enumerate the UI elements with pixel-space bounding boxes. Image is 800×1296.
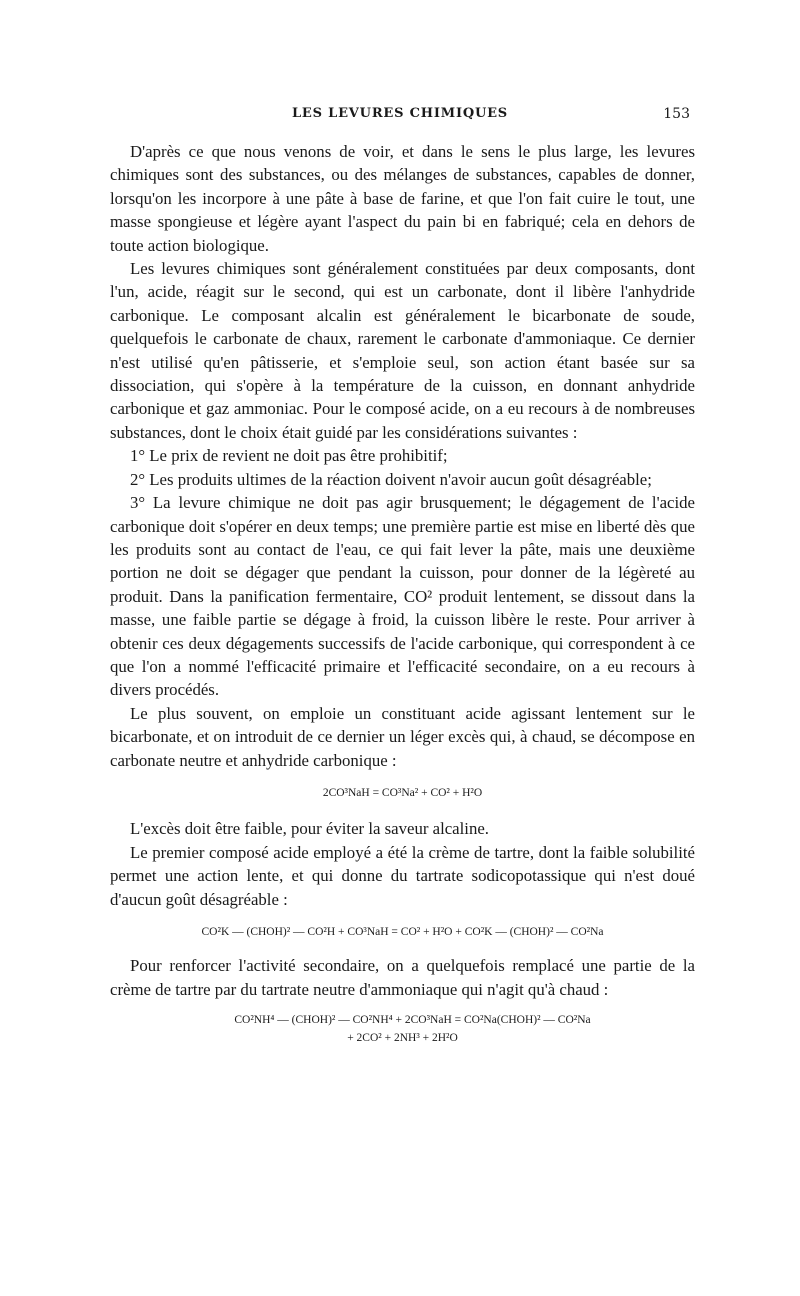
list-item-release: 3° La levure chimique ne doit pas agir brusquement; le dégagement de l'acide carbonique doit s'opérer en deux temps; une première partie est mise en liberté dès que les produits sont au contact de l'eau, ce qui fait lever la pâte, mais une deuxième portion ne doit se dégager que pendant la cuisson, pour donner de la légèreté au produit. Dans la panification fermentaire, CO² produit lentement, se dissout dans la masse, une faible partie se dégage à froid, la cuisson libère le reste. Pour arriver à obtenir ces deux dégagements successifs de l'acide carbonique, qui correspondent à ce que l'on a nommé l'efficacité primaire et l'efficacité secondaire, on a eu recours à divers procédés.	[110, 493, 695, 700]
formula-line-1: CO²NH⁴ — (CHOH)² — CO²NH⁴ + 2CO³NaH = CO²Na(CHOH)² — CO²Na	[234, 1014, 591, 1027]
paragraph-cream-of-tartar: Le premier composé acide employé a été la crème de tartre, dont la faible solubilité permet une action lente, et qui donne du tartrate sodicopotassique qui n'est doué d'aucun goût désagréable :	[110, 842, 695, 909]
list-item-price: 1° Le prix de revient ne doit pas être prohibitif;	[130, 446, 448, 466]
list-item-taste: 2° Les produits ultimes de la réaction doivent n'avoir aucun goût désagréable;	[130, 469, 652, 489]
paragraph-composition: Les levures chimiques sont généralement constituées par deux composants, dont l'un, acide, réagit sur le second, qui est un carbonate, dont il libère l'anhydride carbonique. Le composant alcalin est généralement le bicarbonate de soude, quelquefois le carbonate de chaux, rarement le carbonate d'ammoniaque. Ce dernier n'est utilisé qu'en pâtisserie, et s'emploie seul, son action étant basée sur sa dissociation, qui s'opère à la température de la cuisson, en donnant anhydride carbonique et gaz ammoniac. Pour le composé acide, on a eu recours à de nombreuses substances, dont le choix était guidé par les considérations suivantes :	[110, 259, 695, 442]
page-number: 153	[663, 106, 690, 122]
running-title: LES LEVURES CHIMIQUES	[291, 106, 508, 121]
formula-line-2: + 2CO² + 2NH³ + 2H²O	[347, 1032, 458, 1045]
paragraph-definition: D'après ce que nous venons de voir, et dans le sens le plus large, les levures chimiques sont des substances, ou des mélanges de substances, capables de donner, lorsqu'on les incorpore à une pâte à base de farine, et que l'on fait cuire le tout, une masse spongieuse et légère ayant l'aspect du pain bi en fabriqué; cela en dehors de toute action biologique.	[110, 142, 695, 255]
formula-bicarbonate-decomposition: 2CO³NaH = CO³Na² + CO² + H²O	[322, 786, 483, 799]
page-body	[110, 140, 695, 1047]
formula-ammonium-tartrate	[110, 1011, 695, 1047]
paragraph-secondary-activity: Pour renforcer l'activité secondaire, on a quelquefois remplacé une partie de la crème de tartre par du tartrate neutre d'ammoniaque qui n'agit qu'à chaud :	[110, 956, 695, 999]
page-header	[110, 106, 690, 130]
paragraph-bicarbonate: Le plus souvent, on emploie un constituant acide agissant lentement sur le bicarbonate, et on introduit de ce dernier un léger excès qui, à chaud, se décompose en carbonate neutre et anhydride carbonique :	[110, 703, 695, 770]
formula-cream-of-tartar: CO²K — (CHOH)² — CO²H + CO³NaH = CO² + H²O + CO²K — (CHOH)² — CO²Na	[201, 926, 604, 938]
paragraph-excess: L'excès doit être faible, pour éviter la saveur alcaline.	[130, 819, 489, 839]
